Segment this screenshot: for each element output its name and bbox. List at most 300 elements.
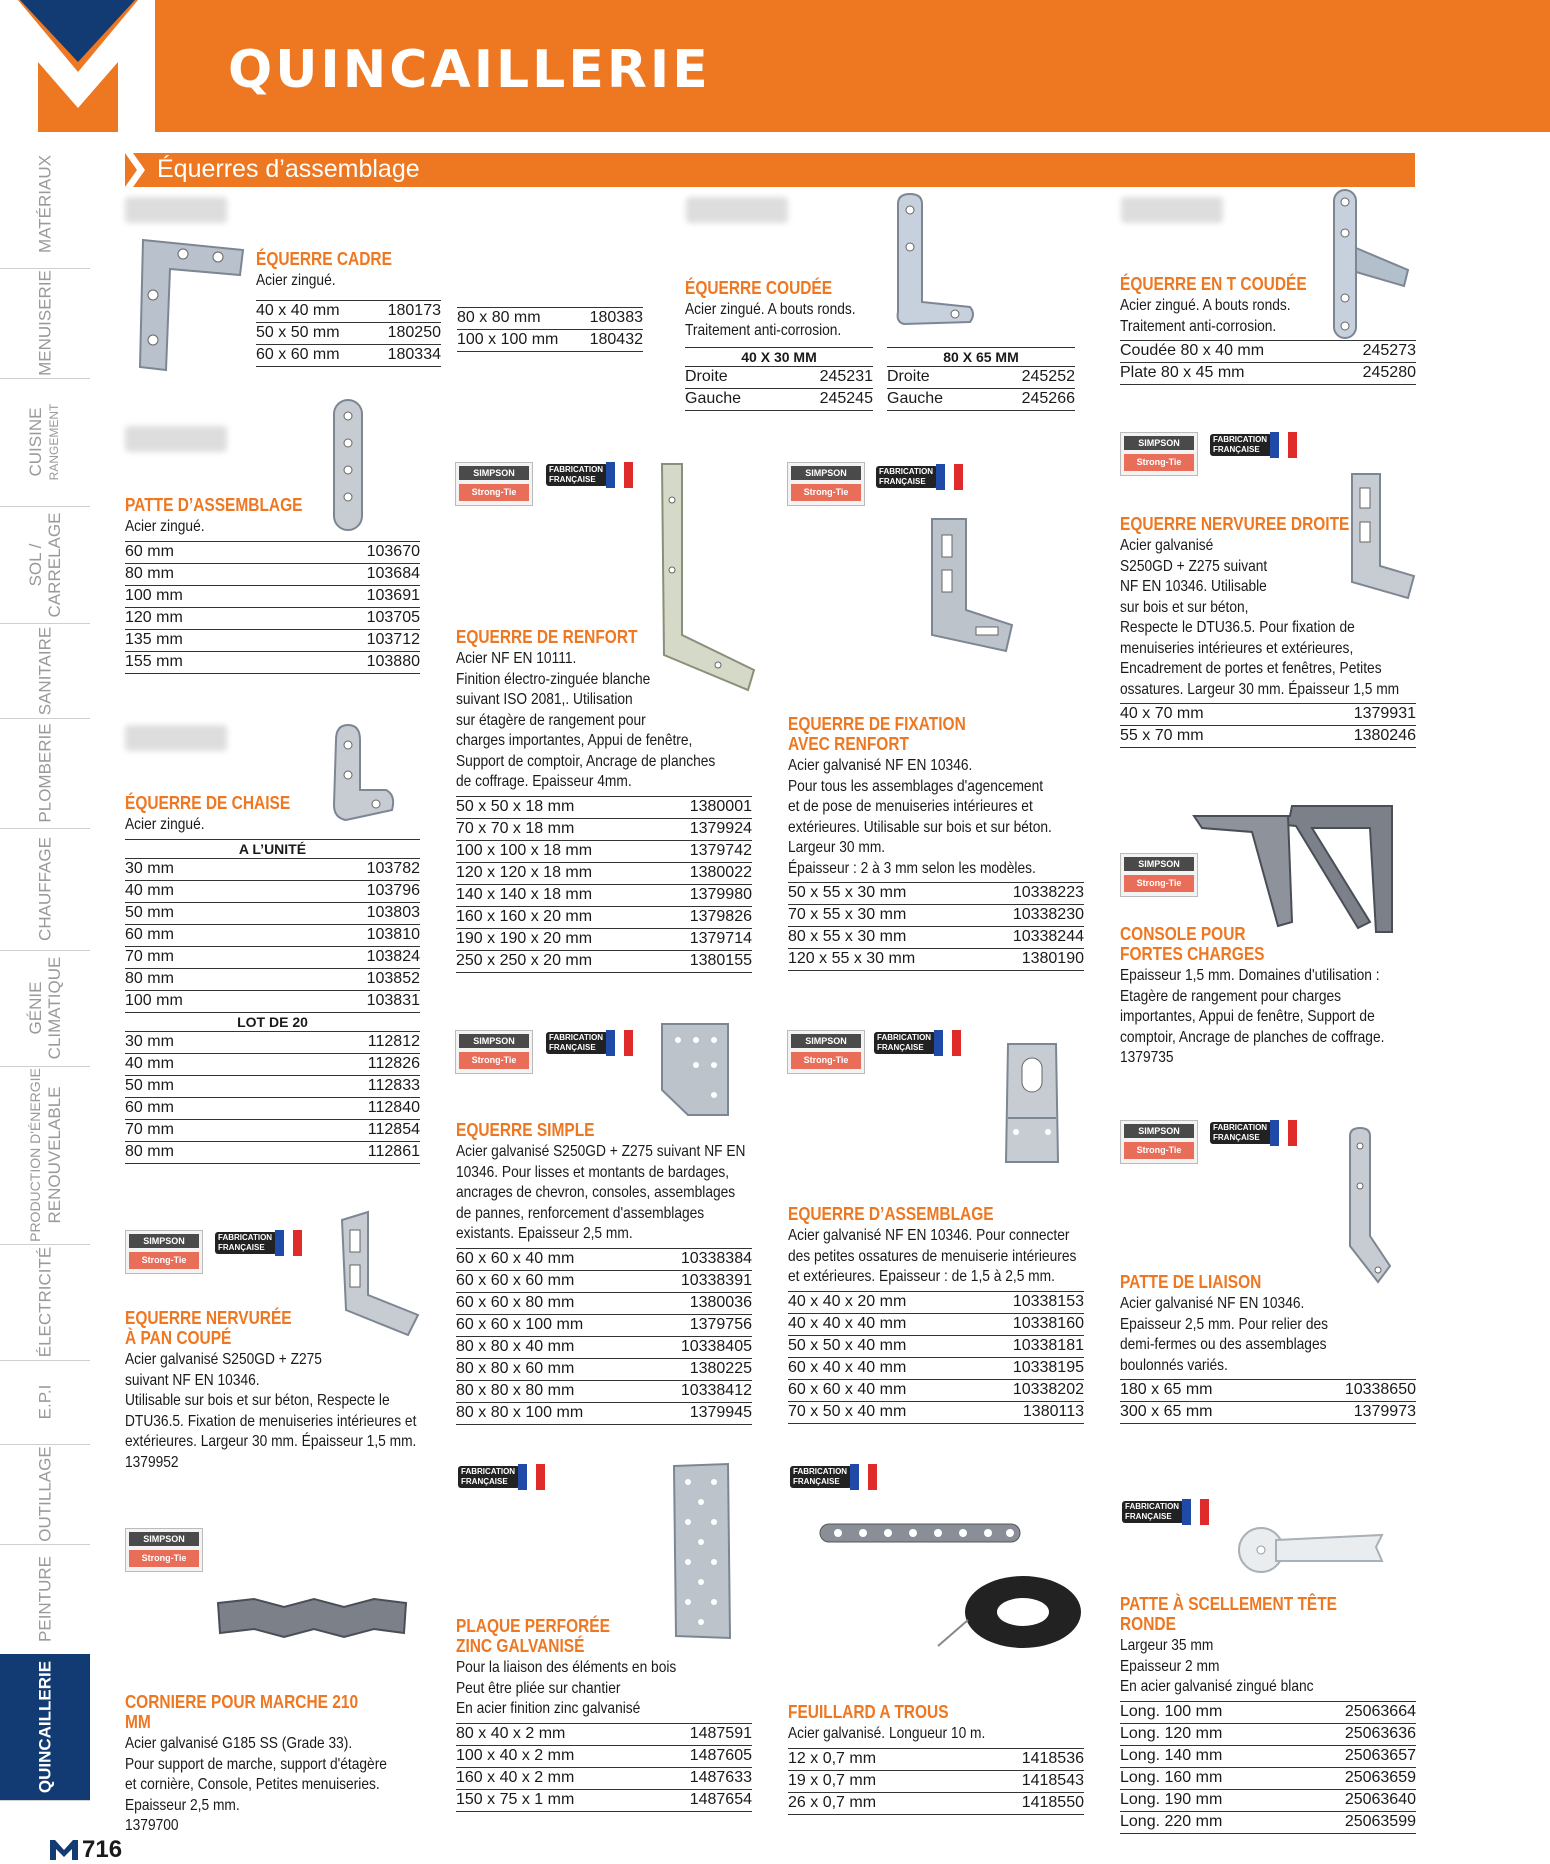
- dimension: 30 mm: [125, 859, 174, 877]
- dimension: 80 x 55 x 30 mm: [788, 928, 907, 945]
- sidebar-tab-line: OUTILLAGE: [35, 1446, 55, 1542]
- ref-code: 112854: [367, 1120, 420, 1138]
- ref-code: 103824: [366, 947, 420, 965]
- sidebar-tab-line: E.P.I: [35, 1384, 55, 1420]
- dimension: 50 x 50 x 40 mm: [788, 1336, 907, 1354]
- table-row: [788, 1292, 1084, 1314]
- table-row: [125, 991, 420, 1013]
- table-row: [456, 1768, 752, 1790]
- ref-table: [256, 300, 441, 367]
- dimension: 300 x 65 mm: [1120, 1403, 1213, 1420]
- table-row: [1120, 363, 1416, 385]
- table-row: [685, 389, 873, 411]
- dimension: 140 x 140 x 18 mm: [456, 885, 593, 903]
- dimension: 80 mm: [125, 1142, 174, 1160]
- table-row: [125, 1098, 420, 1120]
- product-console: [1120, 924, 1416, 1069]
- dimension: 80 x 40 x 2 mm: [456, 1724, 566, 1742]
- table-row: [1120, 726, 1416, 748]
- dimension: 60 x 60 mm: [256, 345, 340, 363]
- ref-code: 1379742: [689, 841, 752, 859]
- product-description: Acier galvanisé. Longueur 10 m.: [788, 1725, 986, 1742]
- table-row: [456, 951, 752, 973]
- product-equerre-cadre: [256, 249, 441, 367]
- sidebar-tab[interactable]: [0, 1360, 90, 1445]
- table-row: [788, 883, 1084, 905]
- product-description: Largeur 35 mm Epaisseur 2 mm En acier galvanisé zingué blanc: [1120, 1637, 1314, 1695]
- table-row: [125, 1076, 420, 1098]
- ref-code: 10338230: [1012, 906, 1084, 923]
- ref-code: 1380022: [689, 863, 752, 881]
- dimension: 70 x 50 x 40 mm: [788, 1402, 907, 1420]
- product-name: PATTE DE LIAISON: [1120, 1272, 1262, 1292]
- dimension: 100 x 100 x 18 mm: [456, 841, 593, 859]
- sidebar-tab-line: RENOUVELABLE: [45, 1086, 64, 1224]
- ref-code: 180173: [387, 301, 441, 319]
- dimension: Plate 80 x 45 mm: [1120, 364, 1245, 381]
- feuillard-image: [818, 1520, 1086, 1660]
- sidebar-tab-label: [26, 404, 64, 481]
- dimension: 120 x 120 x 18 mm: [456, 863, 593, 881]
- ref-code: 25063657: [1344, 1746, 1416, 1764]
- fabrication-francaise-badge: FABRICATION FRANÇAISE: [874, 1028, 962, 1058]
- ref-code: 1379826: [689, 907, 752, 925]
- french-flag-icon: [850, 1462, 878, 1492]
- dimension: 80 mm: [125, 969, 174, 987]
- french-flag-icon: [934, 1028, 962, 1058]
- table-row: [125, 542, 420, 564]
- table-row: [456, 1403, 752, 1425]
- ref-code: 1379714: [689, 929, 752, 947]
- simpson-strongtie-badge: SIMPSON Strong-Tie: [1120, 1120, 1198, 1164]
- product-name: EQUERRE DE RENFORT: [456, 627, 638, 647]
- ref-code: 1380155: [689, 951, 752, 969]
- product-name: EQUERRE DE FIXATION AVEC RENFORT: [788, 714, 966, 754]
- product-description: Acier zingué.: [256, 272, 336, 289]
- french-flag-icon: [606, 460, 634, 490]
- french-flag-icon: [518, 1462, 546, 1492]
- dimension: 100 x 40 x 2 mm: [456, 1746, 575, 1764]
- equerre-simple-image: [658, 1020, 733, 1120]
- ref-code: 1380113: [1022, 1402, 1084, 1420]
- ref-code: 10338412: [680, 1381, 752, 1399]
- table-row: [456, 819, 752, 841]
- fabrication-francaise-badge: FABRICATION FRANÇAISE: [1122, 1497, 1210, 1527]
- product-name: PATTE D’ASSEMBLAGE: [125, 495, 303, 515]
- ref-code: 25063664: [1344, 1702, 1416, 1720]
- ref-code: 112833: [367, 1076, 420, 1094]
- table-row: [456, 1746, 752, 1768]
- dimension: 70 mm: [125, 947, 174, 965]
- table-row: [1120, 1380, 1416, 1402]
- dimension: Long. 160 mm: [1120, 1768, 1223, 1786]
- equerre-assemblage-image: [1000, 1040, 1064, 1166]
- product-equerre-nervuree-droite: [1120, 514, 1416, 748]
- page-title: QUINCAILLERIE: [228, 40, 711, 100]
- brand-logo-blurred: [1121, 197, 1223, 223]
- table-row: [685, 367, 873, 389]
- table-row: [456, 1359, 752, 1381]
- sidebar-tab-label: [36, 1446, 55, 1541]
- sidebar-tab[interactable]: [0, 506, 90, 624]
- ref-code: 1418550: [1021, 1793, 1084, 1811]
- dimension: 155 mm: [125, 652, 183, 670]
- ref-code: 103691: [366, 586, 420, 604]
- dimension: 70 mm: [125, 1120, 174, 1138]
- ref-table: [1120, 1379, 1416, 1424]
- product-description: Acier galvanisé S250GD + Z275 suivant NF EN 10346. Pour lisses et montants de bardages, ancrages de chevron, consoles, assemblages de pannes, renforcement d'assemblages existants. Epaisseur 2,5 mm.: [456, 1143, 746, 1242]
- product-corniere: [125, 1692, 425, 1837]
- product-description: Acier galvanisé NF EN 10346. Pour connecter des petites ossatures de menuiserie intérieures et extérieures. Epaisseur : de 1,5 à 2,5 mm.: [788, 1227, 1077, 1285]
- dimension: 70 x 70 x 18 mm: [456, 819, 575, 837]
- equerre-cadre-image: [128, 235, 248, 375]
- table-row: [456, 863, 752, 885]
- table-row: [788, 949, 1084, 971]
- section-header: [125, 153, 1415, 187]
- brand-logo-blurred: [125, 725, 227, 751]
- table-row: [887, 389, 1075, 411]
- ref-code: 1380246: [1353, 727, 1416, 744]
- ref-code: 10338195: [1012, 1358, 1084, 1376]
- fabrication-francaise-badge: FABRICATION FRANÇAISE: [876, 462, 964, 492]
- ref-table: [456, 1248, 752, 1425]
- table-row: [125, 1054, 420, 1076]
- sidebar-tab-line: ÉLECTRICITÉ: [35, 1246, 55, 1358]
- sidebar-tab[interactable]: [0, 718, 90, 829]
- table-rows: [887, 367, 1075, 411]
- table-row: [125, 969, 420, 991]
- ref-table: [1120, 340, 1416, 385]
- table-rows: [125, 1032, 420, 1164]
- sidebar-tab[interactable]: [0, 828, 90, 951]
- french-flag-icon: [1182, 1497, 1210, 1527]
- ref-table: [125, 839, 420, 1164]
- dimension: 80 x 80 x 100 mm: [456, 1403, 584, 1421]
- table-row: [456, 1381, 752, 1403]
- french-flag-icon: [606, 1028, 634, 1058]
- dimension: Long. 190 mm: [1120, 1790, 1223, 1808]
- sidebar-tab-line: QUINCAILLERIE: [35, 1660, 55, 1794]
- ref-code: 10338384: [680, 1249, 752, 1267]
- dimension: 12 x 0,7 mm: [788, 1749, 877, 1767]
- sidebar-tab-line: PRODUCTION D'ÉNERGIE: [27, 1068, 43, 1242]
- dimension: 60 x 60 x 80 mm: [456, 1293, 575, 1311]
- product-equerre-coudee: [685, 278, 1115, 411]
- product-description: Acier zingué. A bouts ronds. Traitement anti-corrosion.: [685, 301, 856, 339]
- m-logo-small-icon: [50, 1840, 78, 1860]
- dimension: Gauche: [685, 390, 742, 407]
- ref-code: 112840: [367, 1098, 420, 1116]
- french-flag-icon: [1270, 430, 1298, 460]
- table-row: [788, 1402, 1084, 1424]
- ref-code: 245280: [1362, 364, 1416, 381]
- table-subheader: 80 X 65 MM: [887, 348, 1075, 367]
- product-patte-assemblage: [125, 495, 420, 674]
- product-description: Acier zingué.: [125, 518, 205, 535]
- sidebar-tab-line: CARRELAGE: [45, 512, 64, 617]
- sidebar-tab-label: [36, 626, 55, 714]
- product-equerre-nervuree-pan: [125, 1308, 445, 1473]
- ref-code: 103831: [366, 991, 420, 1009]
- product-name: ÉQUERRE COUDÉE: [685, 278, 833, 298]
- ref-code: 112812: [367, 1032, 420, 1050]
- table-row: [1120, 341, 1416, 363]
- sidebar-tab-label: [36, 1247, 55, 1358]
- ref-code: 180334: [387, 345, 441, 363]
- ref-code: 25063640: [1344, 1790, 1416, 1808]
- ref-table: [685, 347, 873, 411]
- ref-code: 180432: [589, 331, 643, 348]
- dimension: 80 x 80 x 60 mm: [456, 1359, 575, 1377]
- dimension: Long. 140 mm: [1120, 1746, 1223, 1764]
- ref-code: 10338650: [1344, 1381, 1416, 1398]
- simpson-strongtie-badge: SIMPSON Strong-Tie: [455, 462, 533, 506]
- table-row: [456, 885, 752, 907]
- sidebar-tab[interactable]: [0, 1244, 90, 1361]
- ref-table: [456, 796, 752, 973]
- table-row: [456, 1315, 752, 1337]
- ref-code: 1487605: [689, 1746, 752, 1764]
- table-row: [788, 1358, 1084, 1380]
- fabrication-francaise-badge: FABRICATION FRANÇAISE: [546, 460, 634, 490]
- patte-liaison-image: [1344, 1126, 1394, 1286]
- dimension: 50 mm: [125, 903, 174, 921]
- ref-code: 1418536: [1021, 1749, 1084, 1767]
- ref-code: 1380001: [689, 797, 752, 815]
- table-row: [256, 323, 441, 345]
- dimension: 50 mm: [125, 1076, 174, 1094]
- sidebar-tab-line: CUISINE: [26, 407, 45, 477]
- chevron-right-icon: [125, 153, 149, 187]
- simpson-strongtie-badge: SIMPSON Strong-Tie: [125, 1528, 203, 1572]
- table-subheader: A L’UNITÉ: [125, 840, 420, 859]
- sidebar-tab-label: [36, 837, 55, 941]
- ref-code: 245231: [819, 368, 873, 385]
- fabrication-francaise-badge: FABRICATION FRANÇAISE: [458, 1462, 546, 1492]
- sidebar-tab-line: MATÉRIAUX: [35, 155, 55, 253]
- ref-code: 1380190: [1021, 950, 1084, 967]
- product-plaque-perforee: [456, 1616, 752, 1812]
- sidebar-tab-label: [26, 957, 64, 1060]
- ref-code: 1379980: [689, 885, 752, 903]
- table-row: [788, 1380, 1084, 1402]
- table-row: [456, 907, 752, 929]
- ref-code: 1379931: [1353, 705, 1416, 722]
- sidebar-tab[interactable]: [0, 140, 90, 269]
- sidebar-tab-line: RANGEMENT: [47, 403, 61, 481]
- sidebar-tab[interactable]: [0, 1066, 90, 1245]
- ref-code: 10338202: [1012, 1380, 1084, 1398]
- table-row: [1120, 1402, 1416, 1424]
- product-name: ÉQUERRE EN T COUDÉE: [1120, 274, 1307, 294]
- product-description: Acier galvanisé S250GD + Z275 suivant NF EN 10346. Utilisable sur bois et sur béton, Respecte le DTU36.5. Pour fixation de menuiseries intérieures et extérieures, Encadrement de portes et fenêtres, Petites ossatures. Largeur 30 mm. Épaisseur 1,5 mm: [1120, 537, 1400, 698]
- french-flag-icon: [936, 462, 964, 492]
- ref-code: 1380225: [689, 1359, 752, 1377]
- ref-code: 245273: [1362, 342, 1416, 359]
- dimension: 40 x 40 x 20 mm: [788, 1292, 907, 1310]
- dimension: 80 x 80 x 40 mm: [456, 1337, 575, 1355]
- ref-code: 245245: [819, 390, 873, 407]
- table-row: [788, 1771, 1084, 1793]
- sidebar-tab-label: [26, 1068, 64, 1242]
- ref-code: 103670: [366, 542, 420, 560]
- dimension: 100 mm: [125, 991, 183, 1009]
- product-name: EQUERRE SIMPLE: [456, 1120, 595, 1140]
- table-row: [125, 1032, 420, 1054]
- table-row: [456, 1724, 752, 1746]
- fabrication-francaise-badge: FABRICATION FRANÇAISE: [790, 1462, 878, 1492]
- table-row: [456, 1293, 752, 1315]
- ref-code: 25063659: [1344, 1768, 1416, 1786]
- product-name: EQUERRE NERVUREE DROITE: [1120, 514, 1350, 534]
- dimension: 50 x 50 mm: [256, 323, 340, 341]
- product-name: PLAQUE PERFORÉE ZINC GALVANISÉ: [456, 1616, 610, 1656]
- ref-code: 1418543: [1021, 1771, 1084, 1789]
- page-header: [0, 0, 1550, 132]
- ref-table: [887, 347, 1075, 411]
- dimension: 80 x 80 x 80 mm: [456, 1381, 575, 1399]
- product-equerre-fixation: [788, 714, 1084, 971]
- dimension: Droite: [685, 368, 728, 385]
- sidebar-tab-line: GÉNIE: [26, 981, 45, 1035]
- corniere-image: [214, 1595, 410, 1641]
- dimension: 80 x 80 mm: [457, 309, 541, 326]
- dimension: 190 x 190 x 20 mm: [456, 929, 593, 947]
- product-name: EQUERRE D’ASSEMBLAGE: [788, 1204, 994, 1224]
- ref-code: 103880: [366, 652, 420, 670]
- table-row: [456, 929, 752, 951]
- table-row: [125, 652, 420, 674]
- product-equerre-simple: [456, 1120, 752, 1425]
- product-name: PATTE À SCELLEMENT TÊTE RONDE: [1120, 1594, 1338, 1634]
- dimension: 60 mm: [125, 1098, 174, 1116]
- table-row: [125, 608, 420, 630]
- dimension: 60 mm: [125, 542, 174, 560]
- dimension: 70 x 55 x 30 mm: [788, 906, 907, 923]
- dimension: 40 mm: [125, 1054, 174, 1072]
- table-row: [125, 881, 420, 903]
- dimension: 100 x 100 mm: [457, 331, 559, 348]
- dimension: 60 x 40 x 40 mm: [788, 1358, 907, 1376]
- sidebar-tab[interactable]: [0, 378, 90, 507]
- sidebar-tab[interactable]: [0, 1654, 90, 1801]
- table-row: [456, 1271, 752, 1293]
- category-sidebar: [0, 140, 90, 1810]
- dimension: 19 x 0,7 mm: [788, 1771, 877, 1789]
- ref-table: [788, 1748, 1084, 1815]
- table-row: [788, 1749, 1084, 1771]
- sidebar-tab-line: CLIMATIQUE: [45, 956, 64, 1060]
- french-flag-icon: [275, 1228, 303, 1258]
- table-row: [125, 947, 420, 969]
- sidebar-tab-line: PEINTURE: [35, 1556, 55, 1642]
- ref-code: 103810: [366, 925, 420, 943]
- product-equerre-chaise: [125, 793, 420, 1164]
- sidebar-tab-label: [36, 1661, 55, 1793]
- sidebar-tab[interactable]: [0, 1544, 90, 1655]
- dimension: 40 x 40 x 40 mm: [788, 1314, 907, 1332]
- ref-code: 103803: [366, 903, 420, 921]
- patte-scellement-image: [1236, 1525, 1386, 1575]
- ref-code: 1379945: [689, 1403, 752, 1421]
- simpson-strongtie-badge: SIMPSON Strong-Tie: [125, 1230, 203, 1274]
- ref-code: 103684: [366, 564, 420, 582]
- table-row: [456, 1337, 752, 1359]
- table-rows: [685, 367, 873, 411]
- brand-logo-blurred: [125, 426, 227, 452]
- table-row: [788, 927, 1084, 949]
- product-description: Acier galvanisé NF EN 10346. Pour tous les assemblages d'agencement et de pose de menuiseries intérieures et extérieures. Utilisable sur bois et sur béton. Largeur 30 mm. Épaisseur : 2 à 3 mm selon les modèles.: [788, 757, 1052, 877]
- page-footer: [50, 1836, 170, 1862]
- sidebar-tab[interactable]: [0, 1444, 90, 1545]
- sidebar-tab-line: PLOMBERIE: [35, 723, 55, 823]
- sidebar-tab-line: SANITAIRE: [35, 626, 55, 715]
- product-name: ÉQUERRE DE CHAISE: [125, 793, 291, 813]
- dimension: Droite: [887, 368, 930, 385]
- sidebar-tab[interactable]: [0, 623, 90, 719]
- product-description: Pour la liaison des éléments en bois Peut être pliée sur chantier En acier finition zinc galvanisé: [456, 1659, 677, 1717]
- table-row: [788, 1336, 1084, 1358]
- ref-code: 103782: [366, 859, 420, 877]
- product-description: Acier galvanisé S250GD + Z275 suivant NF EN 10346. Utilisable sur bois et sur béton, Respecte le DTU36.5. Fixation de menuiseries intérieures et extérieures. Largeur 30 mm. Épaisseur 1,5 mm. 1379952: [125, 1351, 417, 1471]
- brand-logo: [0, 0, 155, 132]
- sidebar-tab-line: MENUISERIE: [35, 270, 55, 376]
- table-row: [1120, 1812, 1416, 1834]
- sidebar-tab[interactable]: [0, 950, 90, 1067]
- product-description: Acier zingué. A bouts ronds. Traitement anti-corrosion.: [1120, 297, 1291, 335]
- table-row: [256, 345, 441, 367]
- product-description: Epaisseur 1,5 mm. Domaines d'utilisation : Etagère de rangement pour charges importantes, Appui de fenêtre, Support de comptoir, Ancrage de planches de coffrage. 1379735: [1120, 967, 1385, 1066]
- dimension: 120 x 55 x 30 mm: [788, 950, 916, 967]
- french-flag-icon: [1270, 1118, 1298, 1148]
- table-row: [457, 330, 643, 352]
- ref-code: 10338244: [1012, 928, 1084, 945]
- dimension: 250 x 250 x 20 mm: [456, 951, 593, 969]
- ref-code: 103705: [366, 608, 420, 626]
- ref-code: 10338181: [1012, 1336, 1084, 1354]
- table-row: [887, 367, 1075, 389]
- dimension: 60 mm: [125, 925, 174, 943]
- dimension: 55 x 70 mm: [1120, 727, 1204, 744]
- ref-code: 1487654: [689, 1790, 752, 1808]
- product-name: CORNIERE POUR MARCHE 210 MM: [125, 1692, 359, 1732]
- ref-table: [125, 541, 420, 674]
- ref-code: 112861: [367, 1142, 420, 1160]
- table-row: [456, 1790, 752, 1812]
- ref-table: [788, 1291, 1084, 1424]
- section-title: Équerres d’assemblage: [157, 155, 420, 183]
- ref-code: 103712: [366, 630, 420, 648]
- plaque-perforee-image: [670, 1462, 734, 1640]
- table-subheader: 40 X 30 MM: [685, 348, 873, 367]
- dimension: 26 x 0,7 mm: [788, 1793, 877, 1811]
- product-patte-liaison: [1120, 1272, 1416, 1424]
- table-row: [788, 1314, 1084, 1336]
- ref-code: 180250: [387, 323, 441, 341]
- table-row: [125, 630, 420, 652]
- dimension: 40 mm: [125, 881, 174, 899]
- dimension: 120 mm: [125, 608, 183, 626]
- product-equerre-cadre-cont: [457, 304, 643, 352]
- sidebar-tab[interactable]: [0, 268, 90, 379]
- table-row: [456, 797, 752, 819]
- ref-table: [456, 1723, 752, 1812]
- dimension: 60 x 60 x 100 mm: [456, 1315, 584, 1333]
- ref-code: 1379973: [1353, 1403, 1416, 1420]
- table-rows: [125, 859, 420, 1013]
- ref-code: 1379924: [689, 819, 752, 837]
- dimension: 60 x 60 x 40 mm: [788, 1380, 907, 1398]
